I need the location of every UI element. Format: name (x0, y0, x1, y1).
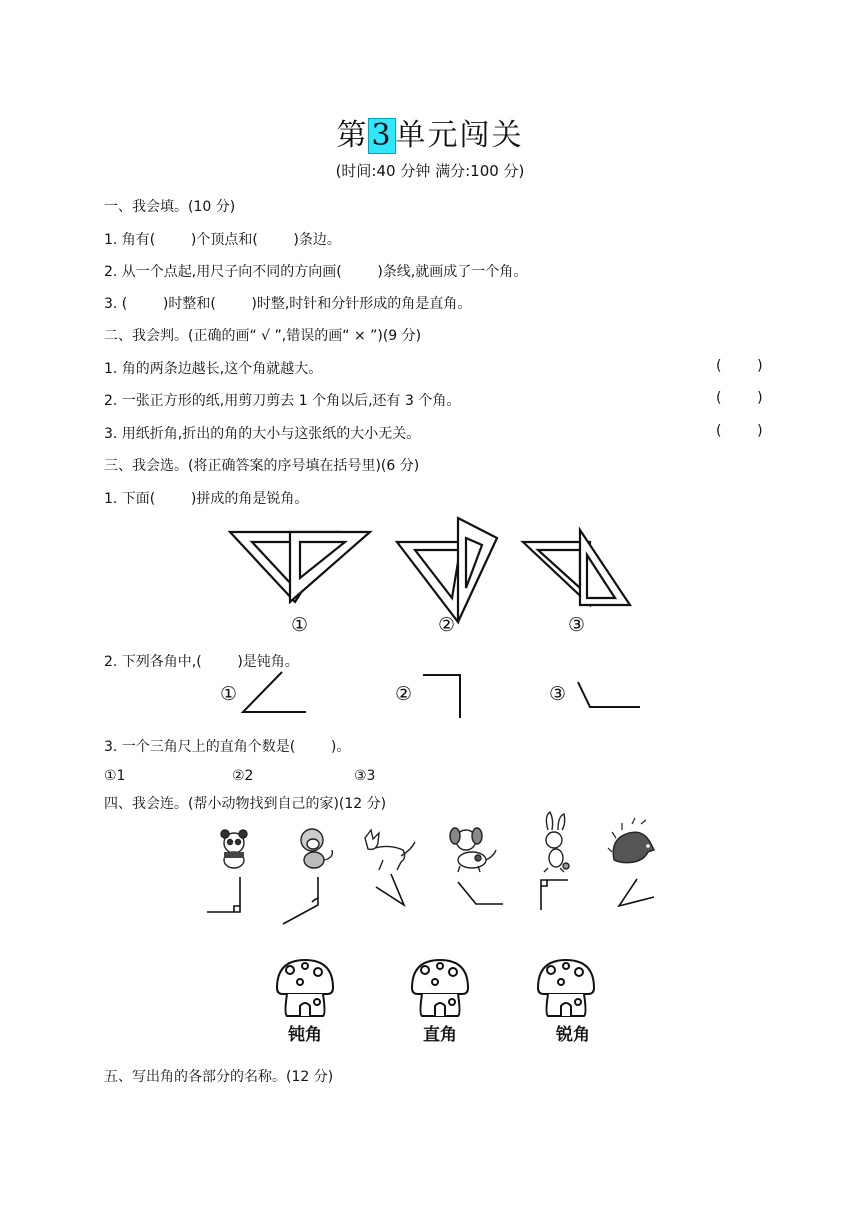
panda-right-angle (207, 877, 240, 912)
page-subtitle: (时间:40 分钟 满分:100 分) (335, 162, 525, 180)
rabbit-right-angle (541, 880, 568, 910)
title-number: 3 (368, 118, 395, 154)
s1-question-2: 2. 从一个点起,用尺子向不同的方向画( )条线,就画成了一个角。 (104, 264, 528, 280)
house-label-right: 直角 (423, 1025, 457, 1045)
monkey-obtuse-angle (283, 877, 318, 924)
dog-obtuse-angle (458, 882, 503, 904)
s3-question-1: 1. 下面( )拼成的角是锐角。 (104, 491, 309, 507)
figure-label-1: ① (291, 614, 309, 636)
s3-question-2: 2. 下列各角中,( )是钝角。 (104, 654, 299, 670)
s1-question-1: 1. 角有( )个顶点和( )条边。 (104, 232, 341, 248)
section-4-heading: 四、我会连。(帮小动物找到自己的家)(12 分) (104, 796, 387, 812)
s2-question-3: 3. 用纸折角,折出的角的大小与这张纸的大小无关。 (104, 426, 421, 442)
hedgehog-acute-angle (619, 879, 654, 906)
angle-option-label-2: ② (395, 683, 413, 705)
section-5-heading: 五、写出角的各部分的名称。(12 分) (104, 1069, 334, 1085)
panda-icon (221, 830, 247, 868)
mushroom-house-icon-3 (538, 960, 594, 1016)
rabbit-icon (544, 812, 569, 872)
figure-label-3: ③ (568, 614, 586, 636)
section-1-heading: 一、我会填。(10 分) (104, 199, 236, 215)
dog-icon (450, 828, 496, 872)
mushroom-house-icon-1 (277, 960, 333, 1016)
house-label-acute: 锐角 (556, 1025, 590, 1045)
hedgehog-icon (608, 818, 654, 863)
angle-option-label-3: ③ (549, 683, 567, 705)
house-label-obtuse: 钝角 (288, 1025, 322, 1045)
monkey-icon (301, 829, 332, 868)
s2-question-1: 1. 角的两条边越长,这个角就越大。 (104, 361, 323, 377)
fox-acute-angle (376, 874, 404, 905)
q3-option-2: ②2 (232, 768, 254, 784)
mushroom-houses (277, 960, 594, 1016)
title-prefix: 第 (336, 118, 369, 153)
fox-icon (365, 830, 415, 870)
s2-question-2: 2. 一张正方形的纸,用剪刀剪去 1 个角以后,还有 3 个角。 (104, 393, 461, 409)
s1-question-3: 3. ( )时整和( )时整,时针和分针形成的角是直角。 (104, 296, 472, 312)
s2-answer-paren-3: ( ) (716, 423, 763, 439)
section-3-heading: 三、我会选。(将正确答案的序号填在括号里)(6 分) (104, 458, 420, 474)
section-2-heading: 二、我会判。(正确的画“ √ ”,错误的画“ × ”)(9 分) (104, 328, 422, 344)
q3-option-1: ①1 (104, 768, 126, 784)
mushroom-house-icon-2 (412, 960, 468, 1016)
angle-option-label-1: ① (220, 683, 238, 705)
title-suffix: 单元闯关 (395, 118, 524, 153)
s3-question-3: 3. 一个三角尺上的直角个数是( )。 (104, 739, 351, 755)
q3-option-3: ③3 (354, 768, 376, 784)
figure-label-2: ② (438, 614, 456, 636)
s2-answer-paren-1: ( ) (716, 358, 763, 374)
s2-answer-paren-2: ( ) (716, 390, 763, 406)
